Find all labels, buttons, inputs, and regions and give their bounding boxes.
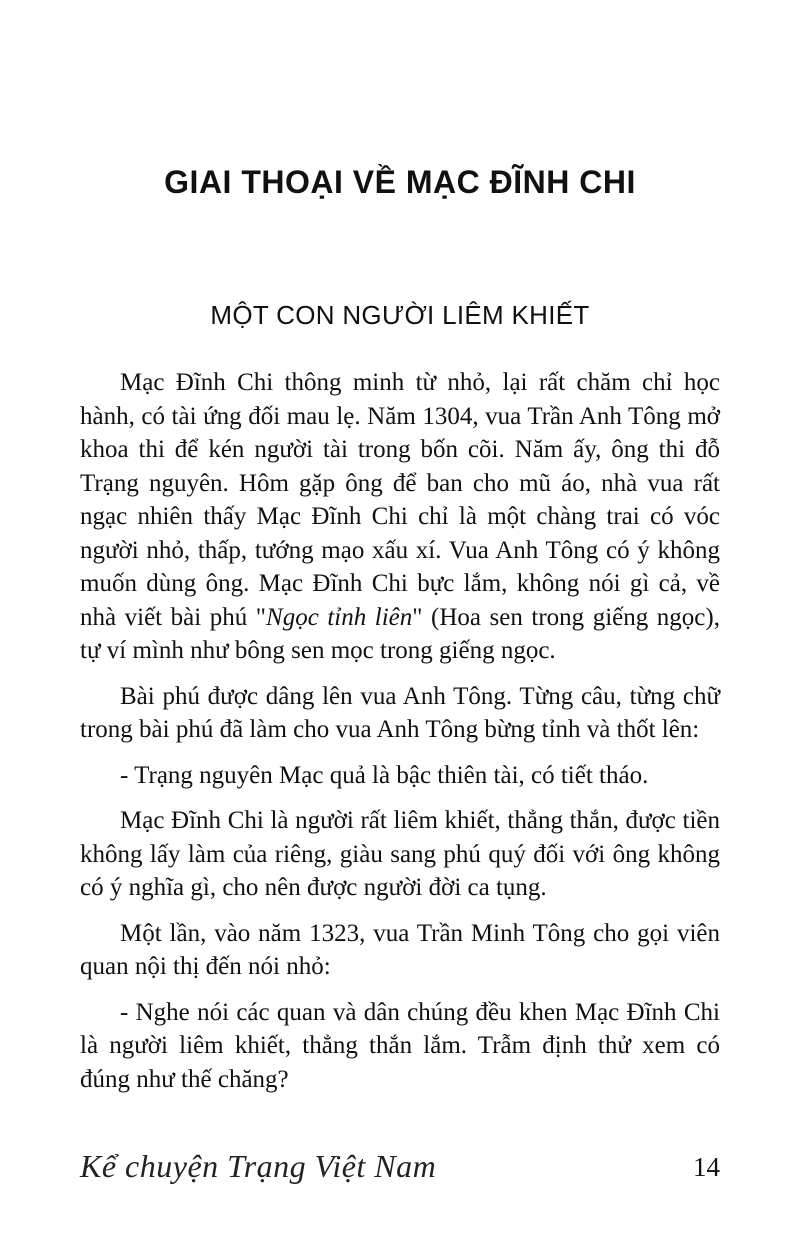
page-number: 14 <box>693 1152 720 1182</box>
paragraph-4: Một lần, vào năm 1323, vua Trần Minh Tông cho gọi viên quan nội thị đến nói nhỏ: <box>80 919 720 980</box>
dialogue-line-1: - Trạng nguyên Mạc quả là bậc thiên tài, có tiết tháo. <box>120 761 649 789</box>
paragraph-1-text-start: Mạc Đĩnh Chi thông minh từ nhỏ, lại rất chăm chỉ học hành, có tài ứng đối mau lẹ. Năm 1304, vua Trần Anh Tông mở khoa thi để kén người tài trong bốn cõi. Năm ấy, ông thi đỗ Trạng nguyên. Hôm gặp ông để ban cho mũ áo, nhà vua rất ngạc nhiên thấy Mạc Đĩnh Chi chỉ là một chàng trai có vóc người nhỏ, thấp, tướng mạo xấu xí. Vua Anh Tông có ý không muốn dùng ông. Mạc Đĩnh Chi bực lắm, không nói gì cả, về nhà viết bài phú " <box>80 369 720 631</box>
dialogue-line-2: - Nghe nói các quan và dân chúng đều khen Mạc Đĩnh Chi là người liêm khiết, thẳng thắn lắm. Trẫm định thử xem có đúng như thế chăng? <box>80 998 720 1093</box>
chapter-title: GIAI THOẠI VỀ MẠC ĐĨNH CHI <box>164 164 636 200</box>
body-text <box>80 366 720 1096</box>
paragraph-2: Bài phú được dâng lên vua Anh Tông. Từng câu, từng chữ trong bài phú đã làm cho vua Anh Tông bừng tỉnh và thốt lên: <box>80 682 720 743</box>
poem-title: Ngọc tỉnh liên <box>266 603 413 631</box>
section-title: MỘT CON NGƯỜI LIÊM KHIẾT <box>210 300 590 330</box>
paragraph-1-text-end: " (Hoa sen trong giếng ngọc), tự ví mình như bông sen mọc trong giếng ngọc. <box>80 603 720 664</box>
page-footer <box>80 1148 720 1198</box>
paragraph-3: Mạc Đĩnh Chi là người rất liêm khiết, thẳng thắn, được tiền không lấy làm của riêng, giàu sang phú quý đối với ông không có ý nghĩa gì, cho nên được người đời ca tụng. <box>80 807 720 901</box>
book-title: Kể chuyện Trạng Việt Nam <box>80 1148 437 1184</box>
paragraph-1 <box>80 366 720 668</box>
